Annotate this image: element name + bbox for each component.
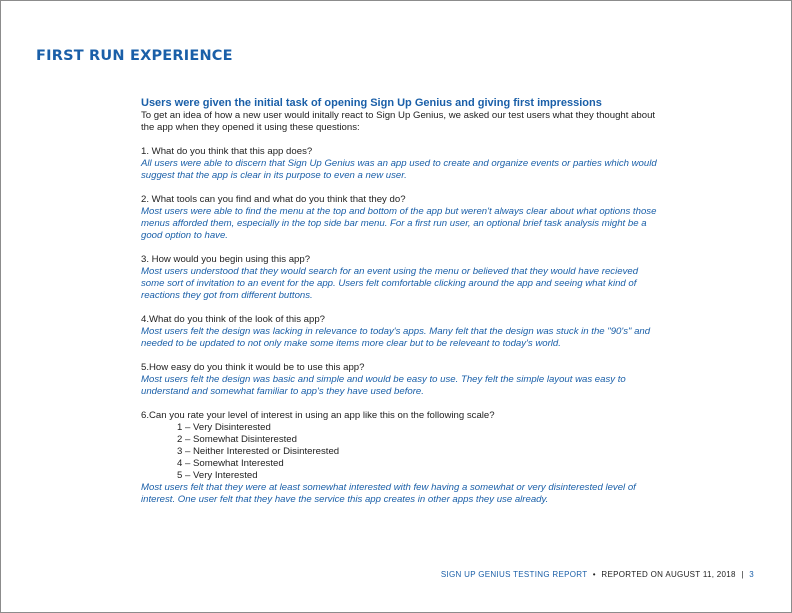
answer-text: Most users felt the design was basic and simple and would be easy to use. They felt the simple layout was easy to understand and somewhat familiar to app's they have used before. — [141, 374, 626, 397]
qa-item-4 — [141, 314, 661, 350]
question-text: 5.How easy do you think it would be to use this app? — [141, 362, 365, 373]
scale-item: 2 – Somewhat Disinterested — [177, 434, 297, 445]
scale-item: 4 – Somewhat Interested — [177, 458, 284, 469]
report-date: REPORTED ON AUGUST 11, 2018 — [601, 570, 736, 579]
page-title: FIRST RUN EXPERIENCE — [36, 48, 233, 64]
answer-text: Most users felt the design was lacking in relevance to today's apps. Many felt that the design was stuck in the "90's" and needed to be updated to not only make some items more clear but to be releveant to today's world. — [141, 326, 651, 349]
scale-item: 1 – Very Disinterested — [177, 422, 271, 433]
content-area — [141, 96, 661, 518]
question-text: 6.Can you rate your level of interest in using an app like this on the following scale? — [141, 410, 495, 421]
question-text: 4.What do you think of the look of this app? — [141, 314, 325, 325]
question-text: 1. What do you think that this app does? — [141, 146, 313, 157]
qa-item-1 — [141, 146, 661, 182]
footer-divider: | — [741, 570, 744, 579]
qa-item-2 — [141, 194, 661, 242]
question-text: 2. What tools can you find and what do you think that they do? — [141, 194, 406, 205]
report-name: SIGN UP GENIUS TESTING REPORT — [440, 570, 588, 579]
section-heading: Users were given the initial task of opening Sign Up Genius and giving first impressions — [141, 97, 602, 109]
page-number: 3 — [749, 570, 754, 579]
qa-item-6 — [141, 410, 661, 506]
section-intro: To get an idea of how a new user would initally react to Sign Up Genius, we asked our test users what they thought about the app when they opened it using these questions: — [141, 110, 656, 133]
answer-text: Most users understood that they would search for an event using the menu or believed that they would have recieved some sort of invitation to an event for the app. Users felt comfortable clicking around the app and seeing what kind of reactions they got from different buttons. — [141, 266, 639, 301]
scale-item: 5 – Very Interested — [177, 470, 258, 481]
rating-scale — [141, 422, 661, 482]
answer-text: Most users were able to find the menu at the top and bottom of the app but weren't always clear about what options those menus afforded them, especially in the top side bar menu. For a first run user, an optional brief task analysis might be a good option to have. — [141, 206, 657, 241]
question-text: 3. How would you begin using this app? — [141, 254, 311, 265]
qa-item-3 — [141, 254, 661, 302]
footer-bullet: • — [592, 570, 596, 579]
page-footer — [441, 570, 754, 579]
answer-text: All users were able to discern that Sign Up Genius was an app used to create and organize events or parties which would suggest that the app is clear in its purpose to even a new user. — [141, 158, 657, 181]
scale-item: 3 – Neither Interested or Disinterested — [177, 446, 340, 457]
qa-item-5 — [141, 362, 661, 398]
answer-text: Most users felt that they were at least somewhat interested with few having a somewhat or very disinterested level of interest. One user felt that they have the service this app creates in other apps they use already. — [141, 482, 636, 505]
